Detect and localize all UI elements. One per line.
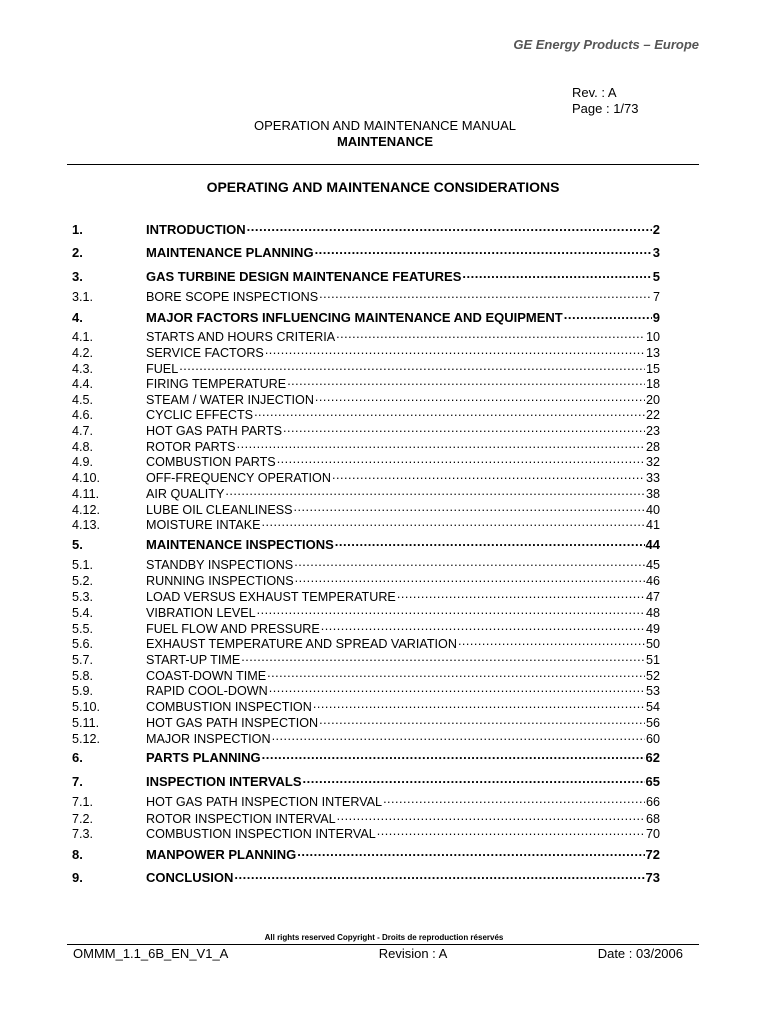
toc-entry-label: ROTOR INSPECTION INTERVAL <box>146 812 336 826</box>
toc-leader-dots <box>335 534 645 549</box>
toc-entry-label: OFF-FREQUENCY OPERATION <box>146 471 331 485</box>
toc-entry-page: 18 <box>645 377 660 391</box>
toc-entry-label: PARTS PLANNING <box>146 750 261 765</box>
toc-leader-dots <box>277 451 645 466</box>
toc-entry-page: 62 <box>645 750 660 765</box>
toc-entry[interactable] <box>72 728 660 744</box>
footer-rule <box>67 944 699 945</box>
toc-entry-number: 5.2. <box>72 574 94 588</box>
toc-entry[interactable] <box>72 747 660 763</box>
toc-entry[interactable] <box>72 867 660 883</box>
toc-entry-number: 5.9. <box>72 684 94 698</box>
toc-leader-dots <box>254 404 645 419</box>
toc-entry-number: 5.10. <box>72 700 101 714</box>
toc-entry[interactable] <box>72 342 660 358</box>
toc-entry-page: 68 <box>645 812 660 826</box>
toc-leader-dots <box>377 823 645 838</box>
toc-entry-page: 46 <box>645 574 660 588</box>
toc-leader-dots <box>237 436 645 451</box>
toc-entry-label: FIRING TEMPERATURE <box>146 377 287 391</box>
toc-leader-dots <box>315 242 652 257</box>
toc-entry-page: 48 <box>645 606 660 620</box>
toc-entry-page: 72 <box>645 847 660 862</box>
toc-entry-page: 10 <box>645 330 660 344</box>
toc-entry[interactable] <box>72 791 660 807</box>
toc-entry-label: HOT GAS PATH INSPECTION <box>146 716 319 730</box>
toc-entry-number: 4.12. <box>72 503 101 517</box>
toc-entry[interactable] <box>72 696 660 712</box>
toc-entry-number: 5.6. <box>72 637 94 651</box>
toc-entry-page: 23 <box>645 424 660 438</box>
toc-entry-page: 38 <box>645 487 660 501</box>
toc-entry-label: LOAD VERSUS EXHAUST TEMPERATURE <box>146 590 396 604</box>
toc-leader-dots <box>336 326 645 341</box>
manual-title: OPERATION AND MAINTENANCE MANUAL <box>254 118 516 133</box>
toc-entry-label: MANPOWER PLANNING <box>146 847 297 862</box>
toc-entry[interactable] <box>72 534 660 550</box>
toc-entry-page: 3 <box>652 245 660 260</box>
toc-entry[interactable] <box>72 242 660 258</box>
toc-entry-label: RAPID COOL-DOWN <box>146 684 268 698</box>
toc-entry-number: 4.5. <box>72 393 94 407</box>
manual-subtitle: MAINTENANCE <box>336 134 434 149</box>
toc-entry-number: 3.1. <box>72 290 94 304</box>
toc-leader-dots <box>267 665 645 680</box>
toc-entry-label: STARTS AND HOURS CRITERIA <box>146 330 336 344</box>
toc-entry-page: 32 <box>645 455 660 469</box>
footer-date: Date : 03/2006 <box>597 946 683 961</box>
toc-leader-dots <box>383 791 645 806</box>
toc-entry-label: FUEL <box>146 362 179 376</box>
toc-leader-dots <box>458 633 645 648</box>
toc-entry-label: ROTOR PARTS <box>146 440 236 454</box>
toc-entry-label: SERVICE FACTORS <box>146 346 264 360</box>
revision-label: Rev. : A <box>572 85 617 100</box>
toc-entry-label: COMBUSTION INSPECTION INTERVAL <box>146 827 376 841</box>
toc-leader-dots <box>319 712 645 727</box>
toc-entry[interactable] <box>72 844 660 860</box>
toc-entry-page: 49 <box>645 622 660 636</box>
toc-entry-label: MOISTURE INTAKE <box>146 518 261 532</box>
toc-entry[interactable] <box>72 358 660 374</box>
toc-entry-label: COMBUSTION INSPECTION <box>146 700 312 714</box>
toc-entry-page: 28 <box>645 440 660 454</box>
toc-leader-dots <box>303 771 645 786</box>
toc-leader-dots <box>294 499 645 514</box>
toc-leader-dots <box>313 696 645 711</box>
toc-entry-number: 4.4. <box>72 377 94 391</box>
toc-leader-dots <box>234 867 644 882</box>
toc-entry[interactable] <box>72 570 660 586</box>
toc-entry-label: FUEL FLOW AND PRESSURE <box>146 622 320 636</box>
toc-entry[interactable] <box>72 404 660 420</box>
toc-entry[interactable] <box>72 420 660 436</box>
copyright-notice: All rights reserved Copyright - Droits de reproduction réservés <box>264 933 504 942</box>
toc-leader-dots <box>262 514 645 529</box>
toc-entry[interactable] <box>72 436 660 452</box>
toc-entry-number: 4.9. <box>72 455 94 469</box>
footer <box>73 946 683 961</box>
toc-leader-dots <box>283 420 645 435</box>
toc-entry-label: INSPECTION INTERVALS <box>146 774 302 789</box>
toc-entry-label: STANDBY INSPECTIONS <box>146 558 294 572</box>
toc-entry-number: 4.7. <box>72 424 94 438</box>
toc-entry-page: 33 <box>645 471 660 485</box>
company-name: GE Energy Products – Europe <box>513 37 699 52</box>
toc-entry-number: 5. <box>72 537 83 552</box>
toc-entry-label: LUBE OIL CLEANLINESS <box>146 503 293 517</box>
toc-entry-page: 5 <box>652 269 660 284</box>
toc-leader-dots <box>315 389 645 404</box>
section-title: OPERATING AND MAINTENANCE CONSIDERATIONS <box>206 179 560 195</box>
toc-entry[interactable] <box>72 823 660 839</box>
toc-entry-number: 4.8. <box>72 440 94 454</box>
toc-entry-number: 2. <box>72 245 83 260</box>
toc-entry-page: 22 <box>645 408 660 422</box>
toc-leader-dots <box>257 602 645 617</box>
toc-leader-dots <box>462 266 651 281</box>
toc-entry-page: 41 <box>645 518 660 532</box>
toc-entry[interactable] <box>72 602 660 618</box>
toc-leader-dots <box>247 219 652 234</box>
toc-entry-number: 5.1. <box>72 558 94 572</box>
toc-entry-page: 2 <box>652 222 660 237</box>
toc-entry[interactable] <box>72 266 660 282</box>
toc-entry-label: RUNNING INSPECTIONS <box>146 574 294 588</box>
toc-entry-label: COAST-DOWN TIME <box>146 669 267 683</box>
toc-entry[interactable] <box>72 499 660 515</box>
toc-entry-page: 54 <box>645 700 660 714</box>
toc-entry[interactable] <box>72 633 660 649</box>
toc-entry-number: 5.8. <box>72 669 94 683</box>
toc-entry-label: MAJOR INSPECTION <box>146 732 271 746</box>
toc-entry-number: 5.5. <box>72 622 94 636</box>
toc-leader-dots <box>294 554 645 569</box>
page-number: Page : 1/73 <box>572 101 639 116</box>
toc-entry-number: 7. <box>72 774 83 789</box>
toc-entry-page: 9 <box>652 310 660 325</box>
toc-leader-dots <box>319 286 652 301</box>
toc-entry-label: COMBUSTION PARTS <box>146 455 276 469</box>
toc-entry-label: AIR QUALITY <box>146 487 225 501</box>
toc-entry[interactable] <box>72 771 660 787</box>
toc-entry[interactable] <box>72 680 660 696</box>
toc-entry-number: 7.1. <box>72 795 94 809</box>
toc-entry-label: EXHAUST TEMPERATURE AND SPREAD VARIATION <box>146 637 457 651</box>
toc-leader-dots <box>332 467 645 482</box>
manual-title-block <box>0 118 768 150</box>
toc-entry[interactable] <box>72 286 660 302</box>
toc-entry[interactable] <box>72 712 660 728</box>
toc-entry-page: 52 <box>645 669 660 683</box>
toc-entry[interactable] <box>72 307 660 323</box>
toc-entry[interactable] <box>72 554 660 570</box>
toc-entry-page: 7 <box>652 290 660 304</box>
toc-entry-number: 5.3. <box>72 590 94 604</box>
toc-entry-number: 4.13. <box>72 518 101 532</box>
toc-entry-number: 5.11. <box>72 716 100 730</box>
toc-leader-dots <box>265 342 645 357</box>
toc-entry-page: 60 <box>645 732 660 746</box>
toc-entry[interactable] <box>72 649 660 665</box>
toc-entry-number: 5.12. <box>72 732 101 746</box>
toc-leader-dots <box>287 373 645 388</box>
revision-block <box>572 85 639 117</box>
toc-entry-label: MAJOR FACTORS INFLUENCING MAINTENANCE AND EQUIPMENT <box>146 310 563 325</box>
toc-entry[interactable] <box>72 514 660 530</box>
toc-entry-page: 66 <box>645 795 660 809</box>
toc-entry-page: 73 <box>645 870 660 885</box>
toc-entry-label: HOT GAS PATH INSPECTION INTERVAL <box>146 795 383 809</box>
toc-entry-number: 8. <box>72 847 83 862</box>
toc-leader-dots <box>564 307 652 322</box>
toc-entry-label: VIBRATION LEVEL <box>146 606 256 620</box>
toc-leader-dots <box>295 570 645 585</box>
toc-entry-number: 4.10. <box>72 471 101 485</box>
toc-entry[interactable] <box>72 467 660 483</box>
header-rule <box>67 164 699 165</box>
toc-entry-number: 3. <box>72 269 83 284</box>
toc-leader-dots <box>272 728 645 743</box>
toc-entry-page: 15 <box>645 362 660 376</box>
toc-entry[interactable] <box>72 326 660 342</box>
toc-entry[interactable] <box>72 373 660 389</box>
toc-leader-dots <box>262 747 645 762</box>
toc-entry-page: 56 <box>645 716 660 730</box>
toc-leader-dots <box>321 618 645 633</box>
toc-entry-label: MAINTENANCE PLANNING <box>146 245 314 260</box>
toc-entry-page: 40 <box>645 503 660 517</box>
toc-entry-number: 4. <box>72 310 83 325</box>
toc-entry-number: 7.2. <box>72 812 94 826</box>
toc-leader-dots <box>241 649 645 664</box>
toc-entry[interactable] <box>72 808 660 824</box>
footer-revision: Revision : A <box>378 946 448 961</box>
toc-entry[interactable] <box>72 618 660 634</box>
toc-entry-label: MAINTENANCE INSPECTIONS <box>146 537 334 552</box>
toc-entry-page: 45 <box>645 558 660 572</box>
toc-entry-page: 50 <box>645 637 660 651</box>
toc-leader-dots <box>225 483 645 498</box>
toc-entry[interactable] <box>72 219 660 235</box>
toc-entry-label: START-UP TIME <box>146 653 241 667</box>
toc-entry-label: GAS TURBINE DESIGN MAINTENANCE FEATURES <box>146 269 462 284</box>
toc-entry[interactable] <box>72 483 660 499</box>
toc-entry-page: 44 <box>645 537 660 552</box>
toc-entry[interactable] <box>72 389 660 405</box>
toc-entry-label: INTRODUCTION <box>146 222 246 237</box>
toc-entry-label: CYCLIC EFFECTS <box>146 408 254 422</box>
toc-leader-dots <box>297 844 644 859</box>
toc-entry-page: 53 <box>645 684 660 698</box>
toc-entry-label: BORE SCOPE INSPECTIONS <box>146 290 319 304</box>
toc-entry-number: 4.11. <box>72 487 100 501</box>
toc-entry-number: 4.2. <box>72 346 94 360</box>
document-id: OMMM_1.1_6B_EN_V1_A <box>73 946 229 961</box>
toc-entry-number: 4.6. <box>72 408 94 422</box>
toc-entry-number: 1. <box>72 222 83 237</box>
toc-entry[interactable] <box>72 665 660 681</box>
toc-leader-dots <box>269 680 645 695</box>
toc-entry-number: 4.1. <box>72 330 94 344</box>
toc-entry-label: HOT GAS PATH PARTS <box>146 424 282 438</box>
toc-entry-page: 51 <box>645 653 660 667</box>
toc-entry-page: 20 <box>645 393 660 407</box>
toc-entry-page: 13 <box>645 346 660 360</box>
toc-leader-dots <box>397 586 645 601</box>
toc-entry[interactable] <box>72 451 660 467</box>
toc-entry-label: CONCLUSION <box>146 870 234 885</box>
toc-entry-label: STEAM / WATER INJECTION <box>146 393 314 407</box>
toc-entry-page: 47 <box>645 590 660 604</box>
toc-entry[interactable] <box>72 586 660 602</box>
toc-entry-number: 7.3. <box>72 827 94 841</box>
toc-entry-page: 65 <box>645 774 660 789</box>
toc-leader-dots <box>337 808 645 823</box>
toc-entry-number: 9. <box>72 870 83 885</box>
toc-entry-number: 5.4. <box>72 606 94 620</box>
toc-leader-dots <box>179 358 645 373</box>
toc-entry-number: 6. <box>72 750 83 765</box>
toc-entry-number: 5.7. <box>72 653 94 667</box>
toc-entry-page: 70 <box>645 827 660 841</box>
toc-entry-number: 4.3. <box>72 362 94 376</box>
